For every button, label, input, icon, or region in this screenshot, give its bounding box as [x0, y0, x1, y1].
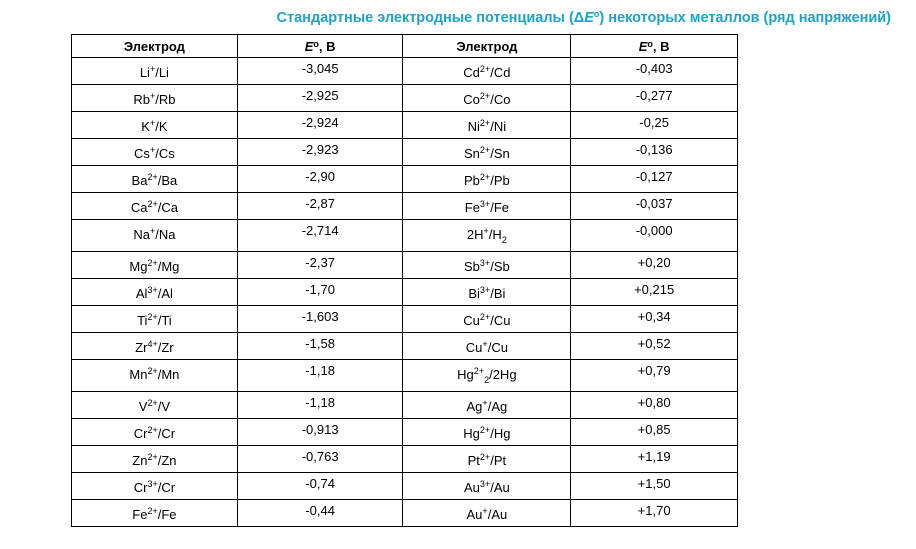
electrode-cell-right — [403, 392, 571, 419]
potential-value-left: -0,763 — [237, 446, 403, 473]
reduced-form: Co — [493, 92, 511, 107]
table-row — [72, 446, 738, 473]
ion-charge: 2+ — [479, 118, 491, 128]
ion-symbol: Rb — [133, 92, 150, 107]
slash: / — [489, 367, 493, 382]
electrode-cell-left — [72, 279, 238, 306]
ion-symbol: Fe — [464, 200, 480, 215]
table-row — [72, 139, 738, 166]
table-row — [72, 279, 738, 306]
reduced-form: Ba — [161, 173, 178, 188]
reduced-form: Pt — [493, 453, 507, 468]
reduced-form: Ag — [491, 399, 508, 414]
reduced-form: Au — [491, 507, 508, 522]
slash: / — [490, 119, 494, 134]
reduced-form: Bi — [493, 286, 506, 301]
slash: / — [157, 426, 162, 441]
potential-value-left: -0,74 — [237, 473, 403, 500]
reduced-form: 2Hg — [492, 367, 517, 382]
ion-charge: + — [149, 64, 156, 74]
potential-value-right: -0,037 — [571, 193, 738, 220]
reduced-form: Fe — [493, 200, 509, 215]
ion-symbol: Cu — [465, 340, 483, 355]
table-row — [72, 58, 738, 85]
electrode-cell-right — [403, 220, 571, 252]
reduced-form: Sb — [493, 259, 510, 274]
electrode-potentials-table — [71, 34, 738, 527]
ion-symbol: Ba — [131, 173, 148, 188]
potential-value-right: -0,000 — [571, 220, 738, 252]
electrode-cell-left — [72, 252, 238, 279]
potential-value-right: +0,79 — [571, 360, 738, 392]
potential-value-right: -0,127 — [571, 166, 738, 193]
electrode-cell-left — [72, 85, 238, 112]
ion-symbol: Ti — [137, 313, 148, 328]
electrode-cell-left — [72, 112, 238, 139]
reduced-form: Ti — [161, 313, 172, 328]
ion-charge: 2+ — [147, 398, 158, 408]
electrode-cell-left — [72, 360, 238, 392]
ion-charge: 2+ — [479, 64, 491, 74]
ion-charge: + — [149, 118, 156, 128]
slash: / — [490, 92, 494, 107]
electrode-cell-left — [72, 333, 238, 360]
slash: / — [490, 313, 494, 328]
table-row — [72, 112, 738, 139]
table-row — [72, 333, 738, 360]
slash: / — [157, 367, 162, 382]
potential-value-left: -3,045 — [237, 58, 403, 85]
ion-charge: 2+ — [147, 366, 158, 376]
ion-charge: 2+ — [473, 366, 485, 376]
ion-symbol: Co — [463, 92, 480, 107]
reduced-form: Zr — [161, 340, 174, 355]
electrode-cell-right — [403, 252, 571, 279]
reduced-form: K — [158, 119, 168, 134]
reduced-form: Zn — [161, 453, 177, 468]
slash: / — [490, 286, 494, 301]
potential-value-left: -2,923 — [237, 139, 403, 166]
slash: / — [487, 399, 492, 414]
electrode-cell-right — [403, 360, 571, 392]
reduced-form: Cr — [161, 480, 176, 495]
ion-subscript: 2 — [484, 375, 490, 385]
ion-symbol: Zn — [132, 453, 148, 468]
ion-symbol: Sn — [464, 146, 480, 161]
electrode-cell-left — [72, 58, 238, 85]
reduced-form: Cd — [493, 65, 511, 80]
reduced-form: Mn — [161, 367, 180, 382]
ion-symbol: Cd — [463, 65, 480, 80]
table-row — [72, 166, 738, 193]
ion-charge: + — [149, 91, 156, 101]
ion-symbol: Sb — [464, 259, 480, 274]
slash: / — [157, 173, 162, 188]
reduced-form: Al — [161, 286, 173, 301]
reduced-form: V — [161, 399, 170, 414]
ion-symbol: Cr — [133, 426, 148, 441]
ion-symbol: Cr — [133, 480, 148, 495]
reduced-form: Cu — [491, 340, 508, 355]
ion-symbol: Au — [466, 507, 483, 522]
reduced-form: Cs — [158, 146, 175, 161]
ion-charge: 2+ — [479, 172, 491, 182]
ion-charge: 3+ — [479, 479, 491, 489]
electrode-cell-right — [403, 139, 571, 166]
reduced-form: Rb — [158, 92, 176, 107]
ion-charge: 3+ — [147, 479, 158, 489]
reduced-form: Pb — [493, 173, 510, 188]
ion-charge: 3+ — [479, 285, 491, 295]
slash: / — [157, 507, 162, 522]
potential-value-right: -0,25 — [571, 112, 738, 139]
ion-charge: 2+ — [479, 91, 491, 101]
ion-charge: 2+ — [479, 452, 491, 462]
potential-value-left: -2,925 — [237, 85, 403, 112]
table-row — [72, 473, 738, 500]
ion-charge: 3+ — [479, 258, 491, 268]
potential-value-right: +1,19 — [571, 446, 738, 473]
reduced-subscript: 2 — [501, 235, 507, 245]
electrode-cell-left — [72, 166, 238, 193]
slash: / — [155, 92, 159, 107]
potential-value-right: +1,70 — [571, 500, 738, 527]
ion-charge: 2+ — [479, 425, 491, 435]
slash: / — [155, 227, 159, 242]
ion-charge: 2+ — [147, 452, 158, 462]
electrode-cell-left — [72, 220, 238, 252]
reduced-form: H — [492, 227, 502, 242]
header-electrode-right: Электрод — [403, 35, 571, 58]
potential-value-right: +0,85 — [571, 419, 738, 446]
header-potential-right: $E^o$, В — [571, 35, 738, 58]
table-row — [72, 252, 738, 279]
reduced-form: Na — [158, 227, 176, 242]
ion-symbol: K — [141, 119, 150, 134]
ion-charge: + — [482, 506, 488, 516]
ion-symbol: 2H — [466, 227, 484, 242]
header-electrode-left: Электрод — [72, 35, 238, 58]
potential-value-right: +0,34 — [571, 306, 738, 333]
table-row — [72, 193, 738, 220]
slash: / — [490, 259, 494, 274]
ion-charge: + — [149, 226, 156, 236]
ion-charge: 2+ — [147, 506, 158, 516]
ion-symbol: Al — [135, 286, 148, 301]
slash: / — [155, 146, 159, 161]
electrode-cell-right — [403, 306, 571, 333]
reduced-form: Au — [493, 480, 510, 495]
slash: / — [490, 65, 494, 80]
table-row — [72, 220, 738, 252]
potential-value-right: +0,52 — [571, 333, 738, 360]
reduced-form: Cu — [493, 313, 511, 328]
electrode-cell-left — [72, 392, 238, 419]
slash: / — [490, 173, 494, 188]
electrode-cell-right — [403, 279, 571, 306]
reduced-form: Cr — [161, 426, 176, 441]
potential-value-left: -2,924 — [237, 112, 403, 139]
table-row — [72, 85, 738, 112]
ion-symbol: Ag — [466, 399, 483, 414]
potential-value-left: -2,87 — [237, 193, 403, 220]
potential-value-left: -0,913 — [237, 419, 403, 446]
potential-value-left: -1,18 — [237, 360, 403, 392]
reduced-form: Mg — [161, 259, 180, 274]
ion-charge: 3+ — [147, 285, 158, 295]
potential-value-left: -1,18 — [237, 392, 403, 419]
ion-symbol: Mn — [129, 367, 148, 382]
electrode-cell-left — [72, 139, 238, 166]
reduced-form: Ni — [493, 119, 507, 134]
potential-value-right: +0,20 — [571, 252, 738, 279]
slash: / — [487, 507, 492, 522]
ion-charge: 2+ — [147, 425, 158, 435]
slash: / — [157, 200, 162, 215]
potential-value-right: -0,277 — [571, 85, 738, 112]
potential-value-left: -1,58 — [237, 333, 403, 360]
electrode-cell-right — [403, 193, 571, 220]
slash: / — [157, 340, 162, 355]
ion-charge: 2+ — [479, 145, 491, 155]
ion-charge: 4+ — [147, 339, 158, 349]
ion-symbol: Ni — [467, 119, 480, 134]
electrode-cell-left — [72, 419, 238, 446]
ion-symbol: Na — [133, 227, 150, 242]
reduced-form: Ca — [161, 200, 178, 215]
table-row — [72, 392, 738, 419]
potential-value-right: +1,50 — [571, 473, 738, 500]
electrode-cell-left — [72, 193, 238, 220]
ion-charge: + — [483, 226, 489, 236]
ion-charge: 3+ — [479, 199, 491, 209]
ion-charge: + — [149, 145, 156, 155]
slash: / — [490, 200, 494, 215]
slash: / — [490, 480, 494, 495]
ion-symbol: Ca — [130, 200, 148, 215]
slash: / — [490, 426, 494, 441]
reduced-form: Sn — [493, 146, 510, 161]
slash: / — [157, 480, 162, 495]
potential-value-left: -2,90 — [237, 166, 403, 193]
header-potential-left: $E^o$, В — [237, 35, 403, 58]
potential-value-right: -0,403 — [571, 58, 738, 85]
potential-value-left: -0,44 — [237, 500, 403, 527]
page-title: Стандартные электродные потенциалы $(\Delta E^o)$ некоторых металлов (ряд напряжений) — [276, 9, 891, 26]
ion-symbol: Au — [464, 480, 480, 495]
ion-symbol: Mg — [129, 259, 148, 274]
table-row — [72, 500, 738, 527]
ion-symbol: Pb — [464, 173, 480, 188]
slash: / — [157, 286, 162, 301]
slash: / — [157, 453, 162, 468]
electrode-cell-left — [72, 473, 238, 500]
ion-symbol: V — [138, 399, 148, 414]
slash: / — [490, 453, 494, 468]
reduced-form: Li — [158, 65, 169, 80]
slash: / — [490, 146, 494, 161]
slash: / — [155, 119, 159, 134]
potential-value-left: -1,603 — [237, 306, 403, 333]
ion-charge: 2+ — [147, 172, 158, 182]
ion-symbol: Cs — [134, 146, 150, 161]
ion-charge: 2+ — [147, 199, 158, 209]
electrode-cell-left — [72, 306, 238, 333]
ion-symbol: Zr — [135, 340, 148, 355]
table-row — [72, 306, 738, 333]
ion-symbol: Hg — [463, 426, 480, 441]
slash: / — [155, 65, 159, 80]
reduced-form: Hg — [493, 426, 511, 441]
electrode-cell-left — [72, 500, 238, 527]
electrode-cell-right — [403, 58, 571, 85]
electrode-cell-right — [403, 112, 571, 139]
electrode-cell-right — [403, 85, 571, 112]
header-row — [72, 35, 738, 58]
potential-value-left: -2,714 — [237, 220, 403, 252]
potential-value-right: +0,80 — [571, 392, 738, 419]
potential-value-left: -1,70 — [237, 279, 403, 306]
ion-charge: 2+ — [147, 312, 158, 322]
potential-value-right: +0,215 — [571, 279, 738, 306]
potential-value-left: -2,37 — [237, 252, 403, 279]
ion-charge: + — [482, 339, 488, 349]
ion-symbol: Fe — [132, 507, 148, 522]
ion-charge: 2+ — [479, 312, 491, 322]
slash: / — [487, 340, 492, 355]
slash: / — [157, 259, 162, 274]
electrode-cell-right — [403, 500, 571, 527]
electrode-cell-right — [403, 446, 571, 473]
ion-symbol: Bi — [468, 286, 480, 301]
table-row — [72, 360, 738, 392]
ion-symbol: Pt — [467, 453, 480, 468]
potential-value-right: -0,136 — [571, 139, 738, 166]
ion-symbol: Li — [139, 65, 150, 80]
slash: / — [488, 227, 493, 242]
reduced-form: Fe — [161, 507, 177, 522]
electrode-cell-right — [403, 333, 571, 360]
ion-charge: + — [482, 398, 488, 408]
electrode-cell-right — [403, 473, 571, 500]
ion-symbol: Hg — [457, 367, 474, 382]
ion-charge: 2+ — [147, 258, 158, 268]
electrode-cell-right — [403, 166, 571, 193]
slash: / — [157, 399, 162, 414]
table-row — [72, 419, 738, 446]
electrode-cell-left — [72, 446, 238, 473]
slash: / — [157, 313, 162, 328]
electrode-cell-right — [403, 419, 571, 446]
ion-symbol: Cu — [463, 313, 480, 328]
